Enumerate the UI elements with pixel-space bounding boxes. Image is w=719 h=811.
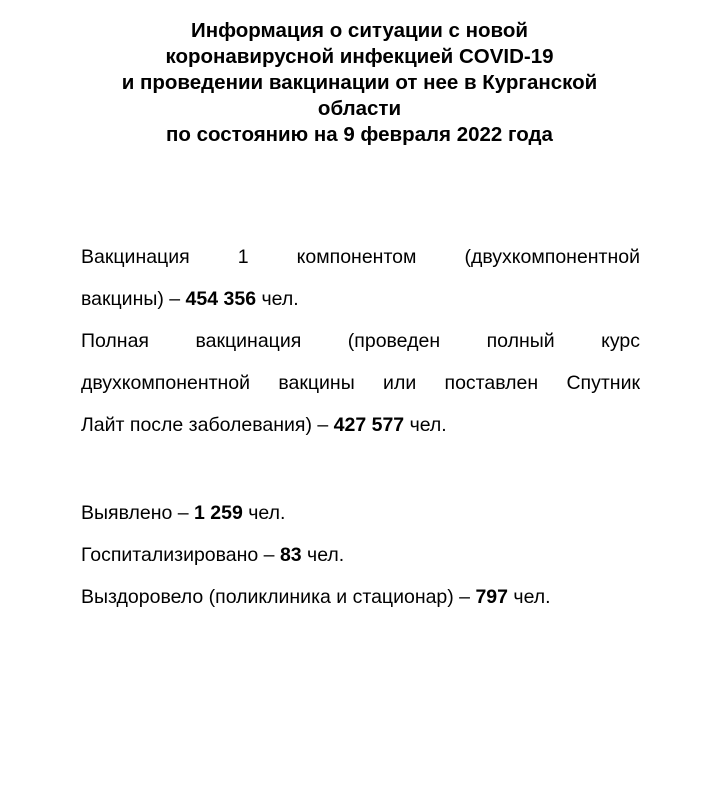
full-vaccination-prefix: Лайт после заболевания) – — [81, 414, 334, 436]
first-component-paragraph — [81, 236, 640, 320]
title-line: по состоянию на 9 февраля 2022 года — [166, 123, 553, 146]
stats-section — [81, 492, 640, 618]
stat-detected — [81, 492, 640, 534]
title-line: Информация о ситуации с новой — [191, 19, 528, 42]
first-component-value: 454 356 — [185, 288, 257, 310]
first-component-unit: чел. — [256, 288, 299, 310]
stat-label: Выявлено – — [81, 502, 195, 524]
full-vaccination-value: 427 577 — [333, 414, 405, 436]
stat-value: 797 — [475, 586, 508, 608]
stat-label: Госпитализировано – — [81, 544, 280, 566]
title-line: коронавирусной инфекцией COVID-19 — [165, 45, 554, 68]
full-vaccination-unit: чел. — [404, 414, 447, 436]
full-vaccination-text-1: Полная вакцинация (проведен полный курс — [81, 330, 640, 352]
stat-hospitalized — [81, 534, 640, 576]
first-component-prefix: вакцины) – — [81, 288, 186, 310]
stat-unit: чел. — [508, 586, 551, 608]
stat-unit: чел. — [242, 502, 286, 524]
full-vaccination-text-2: двухкомпонентной вакцины или поставлен Спутник — [81, 372, 640, 394]
title-line: области — [317, 97, 402, 120]
first-component-text: Вакцинация 1 компонентом (двухкомпонентной — [81, 246, 640, 268]
vaccination-section — [81, 236, 640, 446]
document-title — [60, 18, 659, 148]
stat-recovered — [81, 576, 640, 618]
stat-label: Выздоровело (поликлиника и стационар) – — [81, 586, 476, 608]
stat-value: 1 259 — [194, 502, 243, 524]
stat-value: 83 — [279, 544, 302, 566]
full-vaccination-paragraph — [81, 320, 640, 446]
title-line: и проведении вакцинации от нее в Курганской — [121, 71, 598, 94]
stat-unit: чел. — [301, 544, 345, 566]
